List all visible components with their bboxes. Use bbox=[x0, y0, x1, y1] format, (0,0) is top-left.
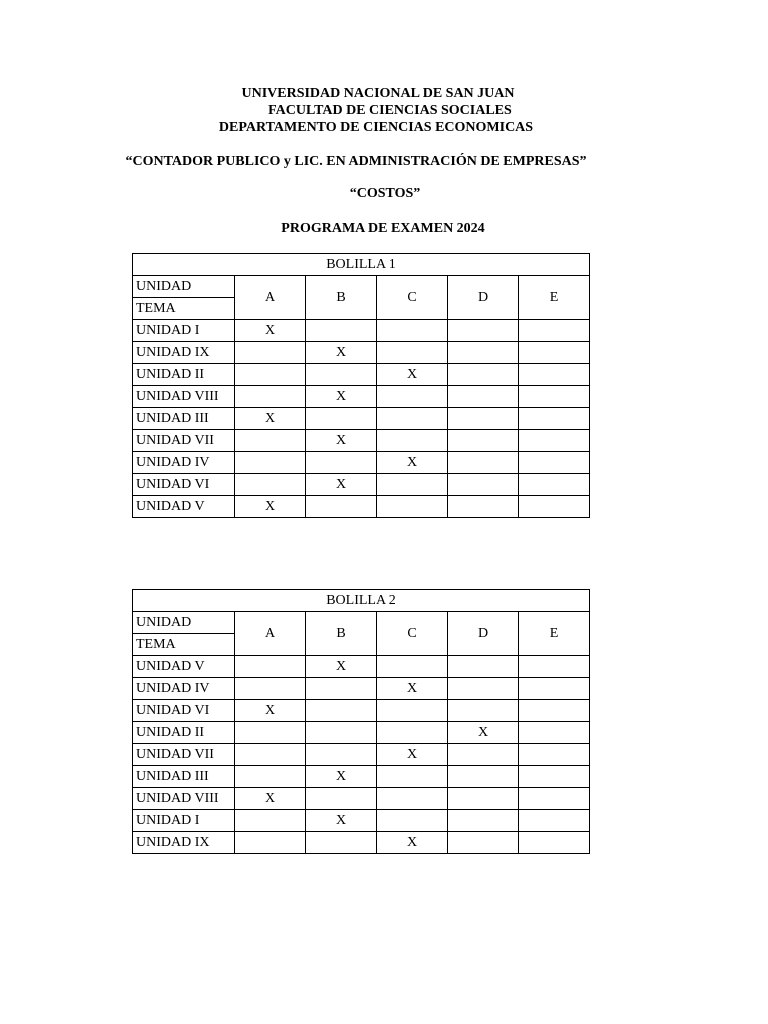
empty-cell bbox=[235, 656, 306, 678]
empty-cell bbox=[377, 320, 448, 342]
column-header: E bbox=[519, 612, 590, 656]
unit-label: UNIDAD V bbox=[133, 656, 235, 678]
empty-cell bbox=[235, 722, 306, 744]
table-row bbox=[133, 788, 590, 810]
unit-label: UNIDAD II bbox=[133, 364, 235, 386]
empty-cell bbox=[448, 766, 519, 788]
empty-cell bbox=[306, 364, 377, 386]
unit-label: UNIDAD VII bbox=[133, 430, 235, 452]
unit-label: UNIDAD VII bbox=[133, 744, 235, 766]
unidad-header: UNIDAD bbox=[133, 276, 235, 298]
table-row bbox=[133, 496, 590, 518]
empty-cell bbox=[519, 364, 590, 386]
table-row bbox=[133, 678, 590, 700]
empty-cell bbox=[235, 678, 306, 700]
empty-cell bbox=[235, 430, 306, 452]
empty-cell bbox=[519, 700, 590, 722]
empty-cell bbox=[377, 408, 448, 430]
empty-cell bbox=[306, 722, 377, 744]
empty-cell bbox=[377, 496, 448, 518]
career-title: “CONTADOR PUBLICO y LIC. EN ADMINISTRACIÓN DE EMPRESAS” bbox=[125, 154, 587, 169]
tema-mark: X bbox=[306, 656, 377, 678]
column-header: A bbox=[235, 612, 306, 656]
empty-cell bbox=[377, 766, 448, 788]
bolilla-title: BOLILLA 2 bbox=[133, 590, 590, 612]
tema-mark: X bbox=[306, 474, 377, 496]
empty-cell bbox=[235, 364, 306, 386]
empty-cell bbox=[448, 474, 519, 496]
table-row bbox=[133, 430, 590, 452]
empty-cell bbox=[519, 744, 590, 766]
empty-cell bbox=[519, 810, 590, 832]
empty-cell bbox=[448, 364, 519, 386]
table-row bbox=[133, 832, 590, 854]
program-title: PROGRAMA DE EXAMEN 2024 bbox=[281, 221, 485, 236]
tema-header: TEMA bbox=[133, 298, 235, 320]
unit-label: UNIDAD VIII bbox=[133, 386, 235, 408]
table-row bbox=[133, 744, 590, 766]
unit-label: UNIDAD III bbox=[133, 408, 235, 430]
column-header: A bbox=[235, 276, 306, 320]
empty-cell bbox=[519, 722, 590, 744]
empty-cell bbox=[235, 766, 306, 788]
unit-label: UNIDAD IV bbox=[133, 678, 235, 700]
empty-cell bbox=[235, 342, 306, 364]
empty-cell bbox=[519, 320, 590, 342]
empty-cell bbox=[377, 430, 448, 452]
table-row bbox=[133, 408, 590, 430]
table-row bbox=[133, 810, 590, 832]
table-row bbox=[133, 320, 590, 342]
empty-cell bbox=[306, 788, 377, 810]
column-header: C bbox=[377, 276, 448, 320]
empty-cell bbox=[448, 342, 519, 364]
empty-cell bbox=[235, 452, 306, 474]
empty-cell bbox=[235, 386, 306, 408]
unit-label: UNIDAD I bbox=[133, 320, 235, 342]
column-header: B bbox=[306, 612, 377, 656]
unit-label: UNIDAD II bbox=[133, 722, 235, 744]
tema-mark: X bbox=[235, 788, 306, 810]
tema-mark: X bbox=[377, 364, 448, 386]
tema-mark: X bbox=[448, 722, 519, 744]
empty-cell bbox=[377, 722, 448, 744]
empty-cell bbox=[235, 474, 306, 496]
faculty-name: FACULTAD DE CIENCIAS SOCIALES bbox=[268, 103, 512, 118]
unit-label: UNIDAD V bbox=[133, 496, 235, 518]
empty-cell bbox=[377, 810, 448, 832]
empty-cell bbox=[235, 810, 306, 832]
empty-cell bbox=[306, 700, 377, 722]
column-header: D bbox=[448, 276, 519, 320]
empty-cell bbox=[377, 386, 448, 408]
empty-cell bbox=[306, 320, 377, 342]
empty-cell bbox=[448, 452, 519, 474]
tema-header: TEMA bbox=[133, 634, 235, 656]
course-title: “COSTOS” bbox=[349, 186, 421, 201]
table-row bbox=[133, 656, 590, 678]
column-header: C bbox=[377, 612, 448, 656]
empty-cell bbox=[519, 678, 590, 700]
empty-cell bbox=[306, 678, 377, 700]
tema-mark: X bbox=[306, 430, 377, 452]
empty-cell bbox=[448, 678, 519, 700]
empty-cell bbox=[235, 832, 306, 854]
unidad-header: UNIDAD bbox=[133, 612, 235, 634]
tema-mark: X bbox=[235, 320, 306, 342]
empty-cell bbox=[519, 430, 590, 452]
empty-cell bbox=[306, 452, 377, 474]
unit-label: UNIDAD VI bbox=[133, 474, 235, 496]
bolilla-table bbox=[132, 589, 590, 854]
empty-cell bbox=[377, 788, 448, 810]
empty-cell bbox=[519, 452, 590, 474]
empty-cell bbox=[448, 700, 519, 722]
table-row bbox=[133, 722, 590, 744]
unit-label: UNIDAD IX bbox=[133, 832, 235, 854]
empty-cell bbox=[448, 408, 519, 430]
empty-cell bbox=[377, 474, 448, 496]
unit-label: UNIDAD IV bbox=[133, 452, 235, 474]
empty-cell bbox=[519, 656, 590, 678]
table-row bbox=[133, 386, 590, 408]
tema-mark: X bbox=[235, 408, 306, 430]
empty-cell bbox=[519, 474, 590, 496]
tema-mark: X bbox=[377, 744, 448, 766]
empty-cell bbox=[519, 832, 590, 854]
tema-mark: X bbox=[306, 386, 377, 408]
table-row bbox=[133, 700, 590, 722]
unit-label: UNIDAD III bbox=[133, 766, 235, 788]
table-row bbox=[133, 342, 590, 364]
empty-cell bbox=[448, 810, 519, 832]
empty-cell bbox=[448, 430, 519, 452]
empty-cell bbox=[448, 744, 519, 766]
tema-mark: X bbox=[306, 810, 377, 832]
table-row bbox=[133, 766, 590, 788]
unit-label: UNIDAD VI bbox=[133, 700, 235, 722]
tema-mark: X bbox=[235, 700, 306, 722]
empty-cell bbox=[448, 386, 519, 408]
empty-cell bbox=[519, 788, 590, 810]
empty-cell bbox=[306, 408, 377, 430]
table-row bbox=[133, 474, 590, 496]
tema-mark: X bbox=[377, 832, 448, 854]
empty-cell bbox=[448, 788, 519, 810]
empty-cell bbox=[377, 656, 448, 678]
empty-cell bbox=[519, 496, 590, 518]
empty-cell bbox=[519, 408, 590, 430]
university-name: UNIVERSIDAD NACIONAL DE SAN JUAN bbox=[241, 86, 515, 101]
unit-label: UNIDAD VIII bbox=[133, 788, 235, 810]
unit-label: UNIDAD I bbox=[133, 810, 235, 832]
column-header: E bbox=[519, 276, 590, 320]
empty-cell bbox=[448, 656, 519, 678]
empty-cell bbox=[377, 342, 448, 364]
bolilla-table bbox=[132, 253, 590, 518]
empty-cell bbox=[519, 766, 590, 788]
table-row bbox=[133, 452, 590, 474]
column-header: D bbox=[448, 612, 519, 656]
empty-cell bbox=[448, 496, 519, 518]
column-header: B bbox=[306, 276, 377, 320]
empty-cell bbox=[377, 700, 448, 722]
department-name: DEPARTAMENTO DE CIENCIAS ECONOMICAS bbox=[218, 120, 534, 135]
tema-mark: X bbox=[306, 766, 377, 788]
empty-cell bbox=[306, 832, 377, 854]
empty-cell bbox=[448, 832, 519, 854]
tema-mark: X bbox=[377, 452, 448, 474]
tema-mark: X bbox=[377, 678, 448, 700]
table-row bbox=[133, 364, 590, 386]
empty-cell bbox=[519, 342, 590, 364]
unit-label: UNIDAD IX bbox=[133, 342, 235, 364]
bolilla-title: BOLILLA 1 bbox=[133, 254, 590, 276]
tema-mark: X bbox=[235, 496, 306, 518]
empty-cell bbox=[306, 744, 377, 766]
empty-cell bbox=[519, 386, 590, 408]
empty-cell bbox=[306, 496, 377, 518]
empty-cell bbox=[235, 744, 306, 766]
tema-mark: X bbox=[306, 342, 377, 364]
empty-cell bbox=[448, 320, 519, 342]
